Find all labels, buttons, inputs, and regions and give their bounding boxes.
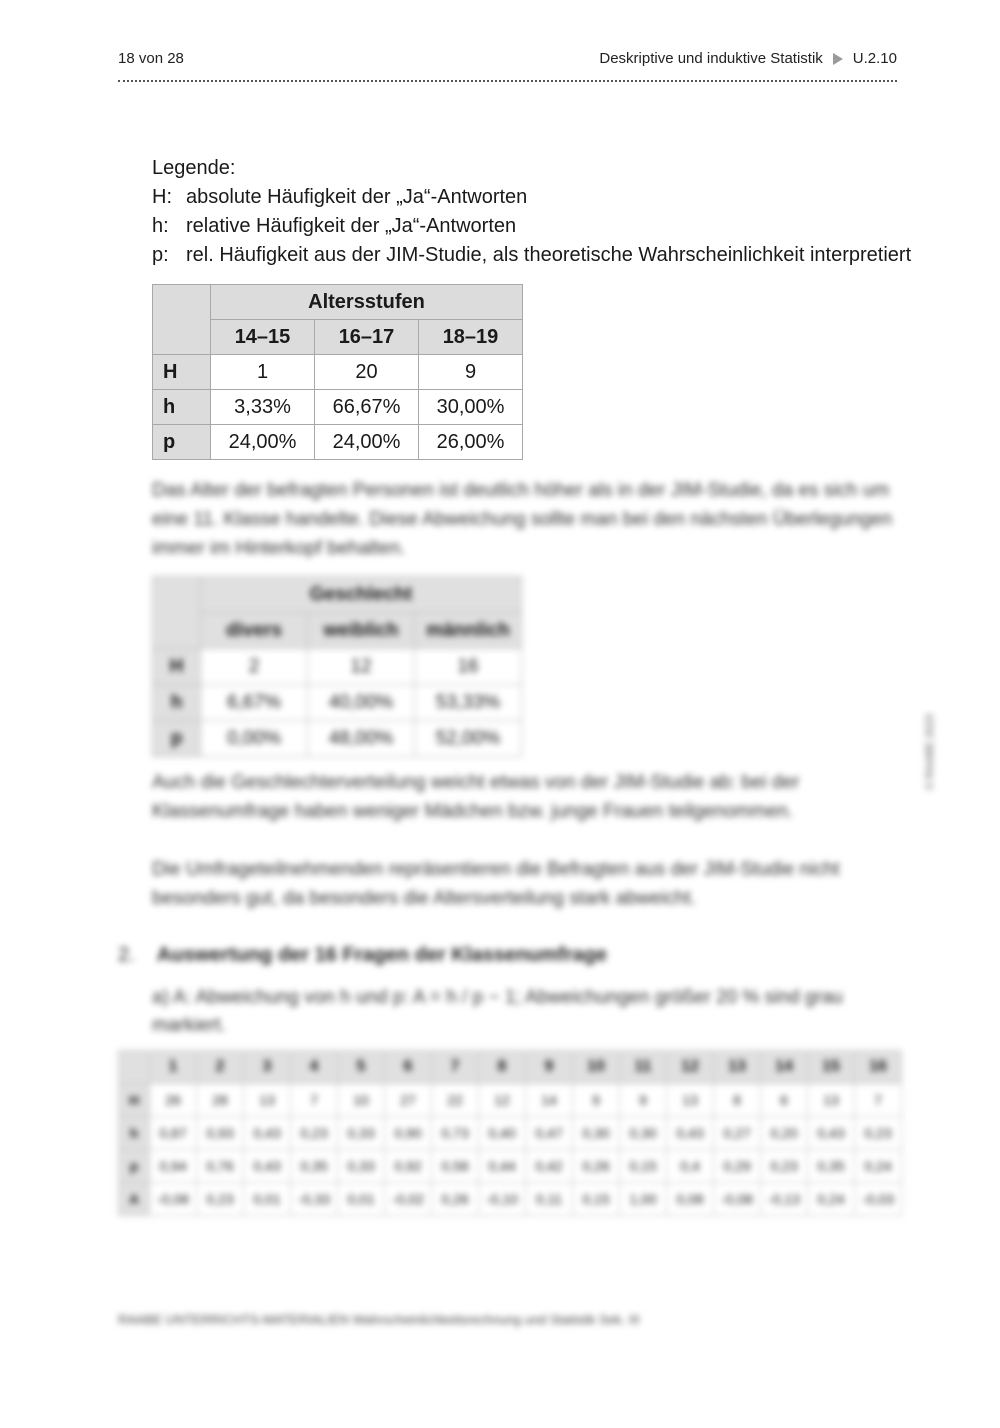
table-cell: -0,08 (150, 1183, 197, 1216)
table-cell: 12 (479, 1084, 526, 1117)
table-cell: 0,90 (385, 1117, 432, 1150)
table-cell: 0,11 (526, 1183, 573, 1216)
table-cell: 30,00% (419, 390, 523, 425)
table-cell: 0,00% (201, 721, 308, 757)
col-header: 2 (197, 1051, 244, 1084)
table-cell: 26 (150, 1084, 197, 1117)
table-cell: 0,73 (432, 1117, 479, 1150)
table-cell: 40,00% (308, 685, 415, 721)
table-cell: 13 (667, 1084, 714, 1117)
row-header: p (153, 721, 201, 757)
table-cell: 0,23 (197, 1183, 244, 1216)
table-cell: 0,30 (573, 1117, 620, 1150)
page-number: 18 von 28 (118, 50, 184, 67)
table-cell: 53,33% (415, 685, 522, 721)
table-cell: 6,67% (201, 685, 308, 721)
section-number: 2. (118, 944, 135, 966)
header-title: Deskriptive und induktive Statistik (599, 50, 823, 67)
gender-table (152, 576, 522, 757)
table-cell: 0,24 (808, 1183, 855, 1216)
table-cell: 0,33 (338, 1117, 385, 1150)
table-cell: 26,00% (419, 425, 523, 460)
blurred-paragraph-gender: Auch die Geschlechterverteilung weicht etwas von der JIM-Studie ab: bei der Klassenumfrage haben weniger Mädchen bzw. junge Frauen teilgenommen. (152, 772, 800, 822)
table-cell: 0,35 (291, 1150, 338, 1183)
col-header: 3 (244, 1051, 291, 1084)
age-group-header: Altersstufen (211, 285, 523, 320)
gender-group-header: Geschlecht (201, 577, 522, 613)
col-header: 13 (714, 1051, 761, 1084)
table-cell: 0,26 (573, 1150, 620, 1183)
table-row (119, 1084, 902, 1117)
table-cell: 0,42 (526, 1150, 573, 1183)
table-cell: 52,00% (415, 721, 522, 757)
table-cell: 16 (415, 649, 522, 685)
row-header: p (119, 1150, 150, 1183)
table-cell: 0,23 (761, 1150, 808, 1183)
legend (152, 154, 911, 270)
table-cell: 9 (620, 1084, 667, 1117)
col-header: 4 (291, 1051, 338, 1084)
table-cell: 0,27 (714, 1117, 761, 1150)
table-cell: -0,02 (385, 1183, 432, 1216)
table-row (153, 721, 522, 757)
table-cell: 0,40 (479, 1117, 526, 1150)
col-header: 14–15 (211, 320, 315, 355)
row-header: H (153, 355, 211, 390)
table-cell: 0,43 (244, 1117, 291, 1150)
table-cell: 0,43 (667, 1117, 714, 1150)
table-row (119, 1150, 902, 1183)
table-cell: 27 (385, 1084, 432, 1117)
table-cell: 0,01 (244, 1183, 291, 1216)
col-header: 11 (620, 1051, 667, 1084)
table-cell: -0,08 (714, 1183, 761, 1216)
table-cell: 0,30 (620, 1117, 667, 1150)
col-header: 15 (808, 1051, 855, 1084)
row-header: H (153, 649, 201, 685)
table-cell: 0,24 (855, 1150, 902, 1183)
table-cell: 0,58 (432, 1150, 479, 1183)
table-cell: -0,13 (761, 1183, 808, 1216)
row-header: H (119, 1084, 150, 1117)
age-table (152, 284, 523, 460)
col-header: weiblich (308, 613, 415, 649)
table-cell: 0,29 (714, 1150, 761, 1183)
col-header: divers (201, 613, 308, 649)
table-cell: 3,33% (211, 390, 315, 425)
table-cell: 66,67% (315, 390, 419, 425)
col-header: 1 (150, 1051, 197, 1084)
page-footer: RAABE UNTERRICHTS-MATERIALIEN Wahrscheinlichkeitsrechnung und Statistik Sek. III (118, 1312, 640, 1327)
table-cell: 0,35 (808, 1150, 855, 1183)
row-header: A (119, 1183, 150, 1216)
table-row (153, 390, 523, 425)
table-cell: 48,00% (308, 721, 415, 757)
table-cell: -0,10 (479, 1183, 526, 1216)
table-cell: 10 (338, 1084, 385, 1117)
blurred-paragraph-summary: Die Umfrageteilnehmenden repräsentieren die Befragten aus der JIM-Studie nicht besonders gut, da besonders die Altersverteilung stark abweicht. (152, 859, 840, 909)
row-header: p (153, 425, 211, 460)
table-cell: 8 (714, 1084, 761, 1117)
table-cell: 13 (244, 1084, 291, 1117)
table-cell: 0,23 (855, 1117, 902, 1150)
table-cell: 13 (808, 1084, 855, 1117)
table-corner (153, 285, 211, 355)
col-header: 5 (338, 1051, 385, 1084)
table-cell: 0,15 (573, 1183, 620, 1216)
table-cell: 0,20 (761, 1117, 808, 1150)
col-header: 16 (855, 1051, 902, 1084)
table-row (119, 1183, 902, 1216)
legend-key: H: (152, 186, 172, 208)
table-row (153, 425, 523, 460)
header-code: U.2.10 (852, 50, 897, 67)
table-cell: 0,93 (197, 1117, 244, 1150)
table-cell: 24,00% (211, 425, 315, 460)
table-cell: 9 (419, 355, 523, 390)
row-header: h (119, 1117, 150, 1150)
row-header: h (153, 390, 211, 425)
table-cell: 0,4 (667, 1150, 714, 1183)
legend-key: p: (152, 244, 169, 266)
table-cell: 2 (201, 649, 308, 685)
col-header: 7 (432, 1051, 479, 1084)
section-title: Auswertung der 16 Fragen der Klassenumfrage (156, 944, 607, 966)
legend-text: relative Häufigkeit der „Ja“-Antworten (186, 215, 517, 237)
legend-item (152, 212, 911, 241)
col-header: 8 (479, 1051, 526, 1084)
table-cell: 1,00 (620, 1183, 667, 1216)
table-cell: 0,92 (385, 1150, 432, 1183)
table-cell: 0,08 (667, 1183, 714, 1216)
col-header: 14 (761, 1051, 808, 1084)
copyright-side (924, 690, 942, 790)
table-cell: 6 (761, 1084, 808, 1117)
table-corner (153, 577, 201, 649)
copyright-text: © RAABE 2023 (924, 714, 936, 790)
table-corner (119, 1051, 150, 1084)
table-cell: -0,33 (291, 1183, 338, 1216)
legend-text: rel. Häufigkeit aus der JIM-Studie, als theoretische Wahrscheinlichkeit interpretiert (186, 244, 912, 266)
table-cell: 0,87 (150, 1117, 197, 1150)
table-cell: 12 (308, 649, 415, 685)
table-cell: 0,94 (150, 1150, 197, 1183)
legend-text: absolute Häufigkeit der „Ja“-Antworten (186, 186, 528, 208)
col-header: 10 (573, 1051, 620, 1084)
header-right (599, 50, 897, 67)
table-row (153, 685, 522, 721)
subtask-a (152, 984, 898, 1040)
table-cell: 7 (291, 1084, 338, 1117)
table-cell: 1 (211, 355, 315, 390)
table-cell: 0,26 (432, 1183, 479, 1216)
section-heading (118, 944, 607, 967)
table-cell: 24,00% (315, 425, 419, 460)
col-header: 9 (526, 1051, 573, 1084)
table-cell: 0,47 (526, 1117, 573, 1150)
table-cell: 0,76 (197, 1150, 244, 1183)
subtask-text: A: Abweichung von h und p: A = h / p − 1; Abweichungen größer 20 % sind grau markiert. (152, 987, 843, 1036)
col-header: 16–17 (315, 320, 419, 355)
legend-item (152, 183, 911, 212)
legend-key: h: (152, 215, 169, 237)
header-divider (118, 80, 897, 82)
page-header (118, 50, 897, 72)
col-header: 12 (667, 1051, 714, 1084)
table-row (153, 649, 522, 685)
triangle-right-icon (833, 53, 843, 65)
legend-item (152, 241, 911, 270)
table-cell: 7 (855, 1084, 902, 1117)
table-cell: 28 (197, 1084, 244, 1117)
table-cell: 0,43 (808, 1117, 855, 1150)
table-row (153, 355, 523, 390)
blurred-paragraph-age: Das Alter der befragten Personen ist deutlich höher als in der JIM-Studie, da es sich um eine 11. Klasse handelte. Diese Abweichung sollte man bei den nächsten Überlegungen immer im Hinterkopf behalten. (152, 480, 893, 559)
table-cell: 0,44 (479, 1150, 526, 1183)
table-cell: 0,15 (620, 1150, 667, 1183)
table-cell: 9 (573, 1084, 620, 1117)
table-cell: 20 (315, 355, 419, 390)
legend-heading: Legende: (152, 157, 236, 179)
subtask-label: a) (152, 987, 169, 1008)
col-header: 18–19 (419, 320, 523, 355)
questions-table (118, 1050, 902, 1216)
table-cell: 14 (526, 1084, 573, 1117)
table-cell: -0,03 (855, 1183, 902, 1216)
col-header: männlich (415, 613, 522, 649)
row-header: h (153, 685, 201, 721)
table-cell: 0,33 (338, 1150, 385, 1183)
table-row (119, 1117, 902, 1150)
table-cell: 22 (432, 1084, 479, 1117)
table-cell: 0,01 (338, 1183, 385, 1216)
table-cell: 0,23 (291, 1117, 338, 1150)
col-header: 6 (385, 1051, 432, 1084)
table-cell: 0,43 (244, 1150, 291, 1183)
